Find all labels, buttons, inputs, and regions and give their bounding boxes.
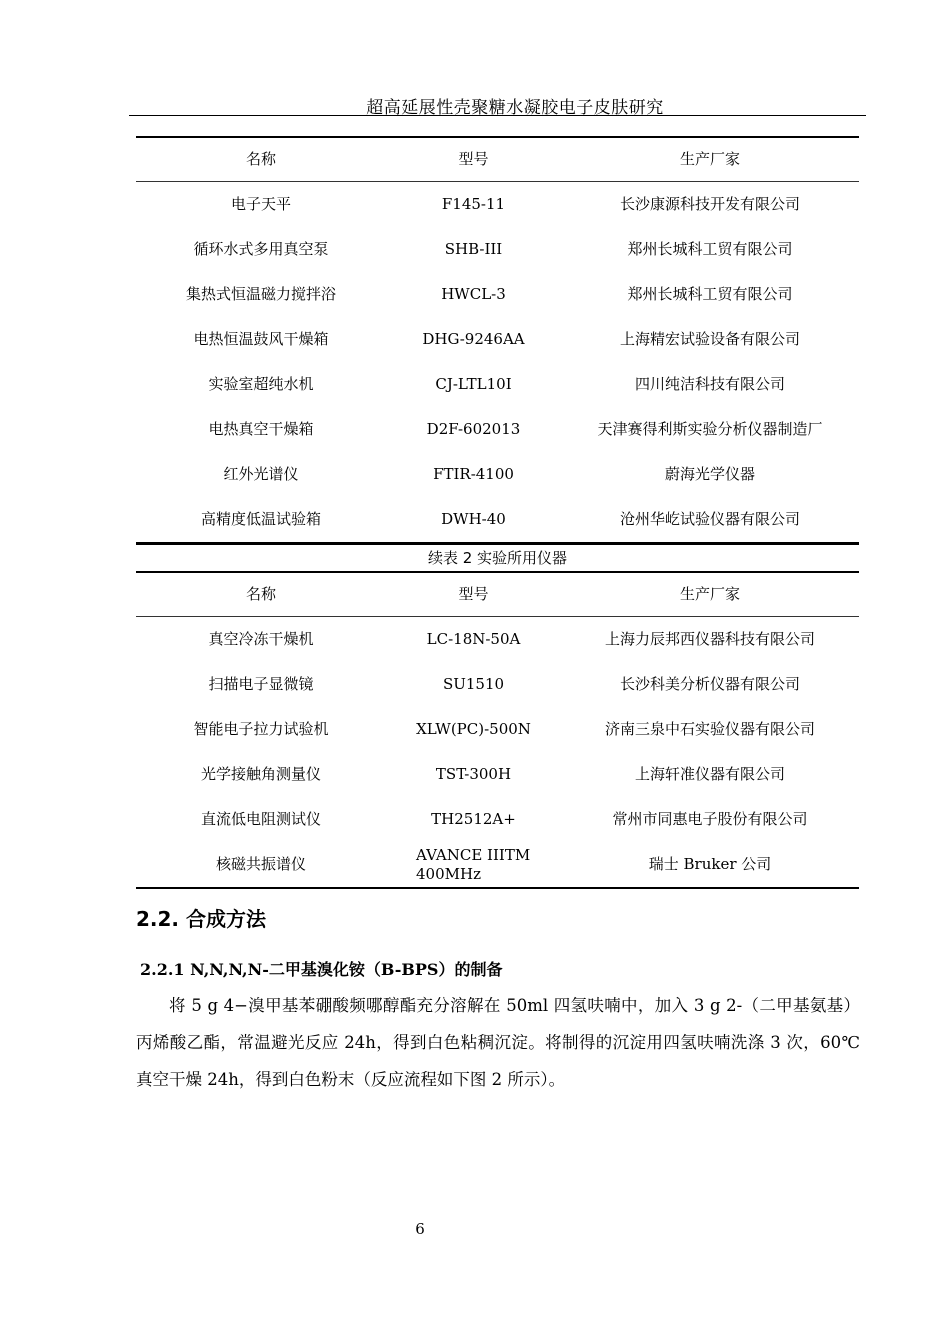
running-header: 超高延展性壳聚糖水凝胶电子皮肤研究 bbox=[366, 98, 664, 118]
page-number: 6 bbox=[415, 1220, 425, 1238]
table-row bbox=[136, 317, 859, 362]
instrument-model: XLW(PC)-500N bbox=[416, 720, 531, 738]
instrument-manufacturer: 郑州长城科工贸有限公司 bbox=[627, 285, 793, 303]
table-row bbox=[136, 362, 859, 407]
instrument-manufacturer-text: 天津赛得利斯实验分析仪器制造厂 bbox=[597, 420, 823, 438]
instrument-manufacturer: 上海精宏试验设备有限公司 bbox=[619, 330, 800, 348]
instrument-name: 实验室超纯水机 bbox=[208, 375, 314, 393]
instrument-model: SU1510 bbox=[442, 675, 505, 693]
instrument-manufacturer: 蔚海光学仪器 bbox=[664, 465, 755, 483]
instrument-name: 红外光谱仪 bbox=[223, 465, 299, 483]
instrument-table-continued bbox=[136, 543, 859, 889]
table-row bbox=[136, 662, 859, 707]
column-header-name: 名称 bbox=[136, 137, 386, 182]
instrument-manufacturer: 上海轩准仪器有限公司 bbox=[634, 765, 785, 783]
instrument-model: FTIR-4100 bbox=[433, 465, 514, 483]
instrument-model: DWH-40 bbox=[441, 510, 506, 528]
instrument-model: HWCL-3 bbox=[441, 285, 506, 303]
instrument-model: LC-18N-50A bbox=[426, 630, 521, 648]
instrument-name: 高精度低温试验箱 bbox=[200, 510, 321, 528]
table-row bbox=[136, 452, 859, 497]
instrument-name: 光学接触角测量仪 bbox=[200, 765, 321, 783]
instrument-name: 扫描电子显微镜 bbox=[208, 675, 314, 693]
instrument-manufacturer: 郑州长城科工贸有限公司 bbox=[627, 240, 793, 258]
instrument-model: CJ-LTL10I bbox=[435, 375, 512, 393]
section-title: 2.2. 合成方法 bbox=[136, 907, 266, 931]
instrument-manufacturer: 上海力辰邦西仪器科技有限公司 bbox=[604, 630, 815, 648]
instrument-name: 真空冷冻干燥机 bbox=[208, 630, 314, 648]
column-header-model: 型号 bbox=[386, 572, 561, 617]
column-header-model: 型号 bbox=[386, 137, 561, 182]
table-row bbox=[136, 797, 859, 842]
instrument-name: 直流低电阻测试仪 bbox=[200, 810, 321, 828]
instrument-name: 电热真空干燥箱 bbox=[208, 420, 314, 438]
instrument-model: F145-11 bbox=[441, 195, 506, 213]
instrument-name: 核磁共振谱仪 bbox=[215, 855, 306, 873]
column-header-name: 名称 bbox=[136, 572, 386, 617]
table-row bbox=[136, 182, 859, 228]
subsection-title: 2.2.1 N,N,N,N-二甲基溴化铵（B-BPS）的制备 bbox=[140, 960, 503, 979]
instrument-table bbox=[136, 136, 859, 544]
instrument-name: 智能电子拉力试验机 bbox=[193, 720, 329, 738]
table-caption-row bbox=[136, 544, 859, 572]
column-header-manufacturer: 生产厂家 bbox=[561, 137, 859, 182]
instrument-manufacturer bbox=[561, 407, 859, 452]
instrument-name: 电子天平 bbox=[230, 195, 291, 213]
header-rule bbox=[129, 115, 866, 116]
instrument-name-text: 集热式恒温磁力搅拌浴 bbox=[185, 285, 336, 303]
instrument-manufacturer: 长沙康源科技开发有限公司 bbox=[619, 195, 800, 213]
table-header-row bbox=[136, 137, 859, 182]
table-caption: 续表 2 实验所用仪器 bbox=[136, 544, 859, 572]
instrument-manufacturer: 沧州华屹试验仪器有限公司 bbox=[619, 510, 800, 528]
instrument-manufacturer: 瑞士 Bruker 公司 bbox=[648, 855, 772, 873]
instrument-model-text: AVANCE IIITM 400MHz bbox=[416, 845, 531, 883]
instrument-model: D2F-602013 bbox=[426, 420, 521, 438]
instrument-model bbox=[386, 842, 561, 888]
instrument-manufacturer: 长沙科美分析仪器有限公司 bbox=[619, 675, 800, 693]
instrument-name bbox=[136, 272, 386, 317]
instrument-model: TH2512A+ bbox=[431, 810, 516, 828]
instrument-name: 循环水式多用真空泵 bbox=[193, 240, 329, 258]
instrument-model: TST-300H bbox=[435, 765, 512, 783]
body-paragraph: 将 5 g 4−溴甲基苯硼酸频哪醇酯充分溶解在 50ml 四氢呋喃中，加入 3 g 2-（二甲基氨基）丙烯酸乙酯，常温避光反应 24h，得到白色粘稠沉淀。将制得的沉淀用四氢呋喃洗涤 3 次，60℃真空干燥 24h，得到白色粉末（反应流程如下图 2 所示）。 bbox=[136, 996, 860, 1089]
instrument-model: DHG-9246AA bbox=[422, 330, 525, 348]
table-row bbox=[136, 407, 859, 452]
instrument-name: 电热恒温鼓风干燥箱 bbox=[193, 330, 329, 348]
table-header-row bbox=[136, 572, 859, 617]
instrument-manufacturer: 济南三泉中石实验仪器有限公司 bbox=[604, 720, 815, 738]
table-row bbox=[136, 272, 859, 317]
instrument-manufacturer: 四川纯洁科技有限公司 bbox=[634, 375, 785, 393]
table-row bbox=[136, 227, 859, 272]
table-row bbox=[136, 497, 859, 543]
table-row bbox=[136, 617, 859, 663]
column-header-manufacturer: 生产厂家 bbox=[561, 572, 859, 617]
instrument-model: SHB-III bbox=[444, 240, 503, 258]
table-row bbox=[136, 707, 859, 752]
instrument-manufacturer: 常州市同惠电子股份有限公司 bbox=[612, 810, 808, 828]
table-row bbox=[136, 842, 859, 888]
table-row bbox=[136, 752, 859, 797]
